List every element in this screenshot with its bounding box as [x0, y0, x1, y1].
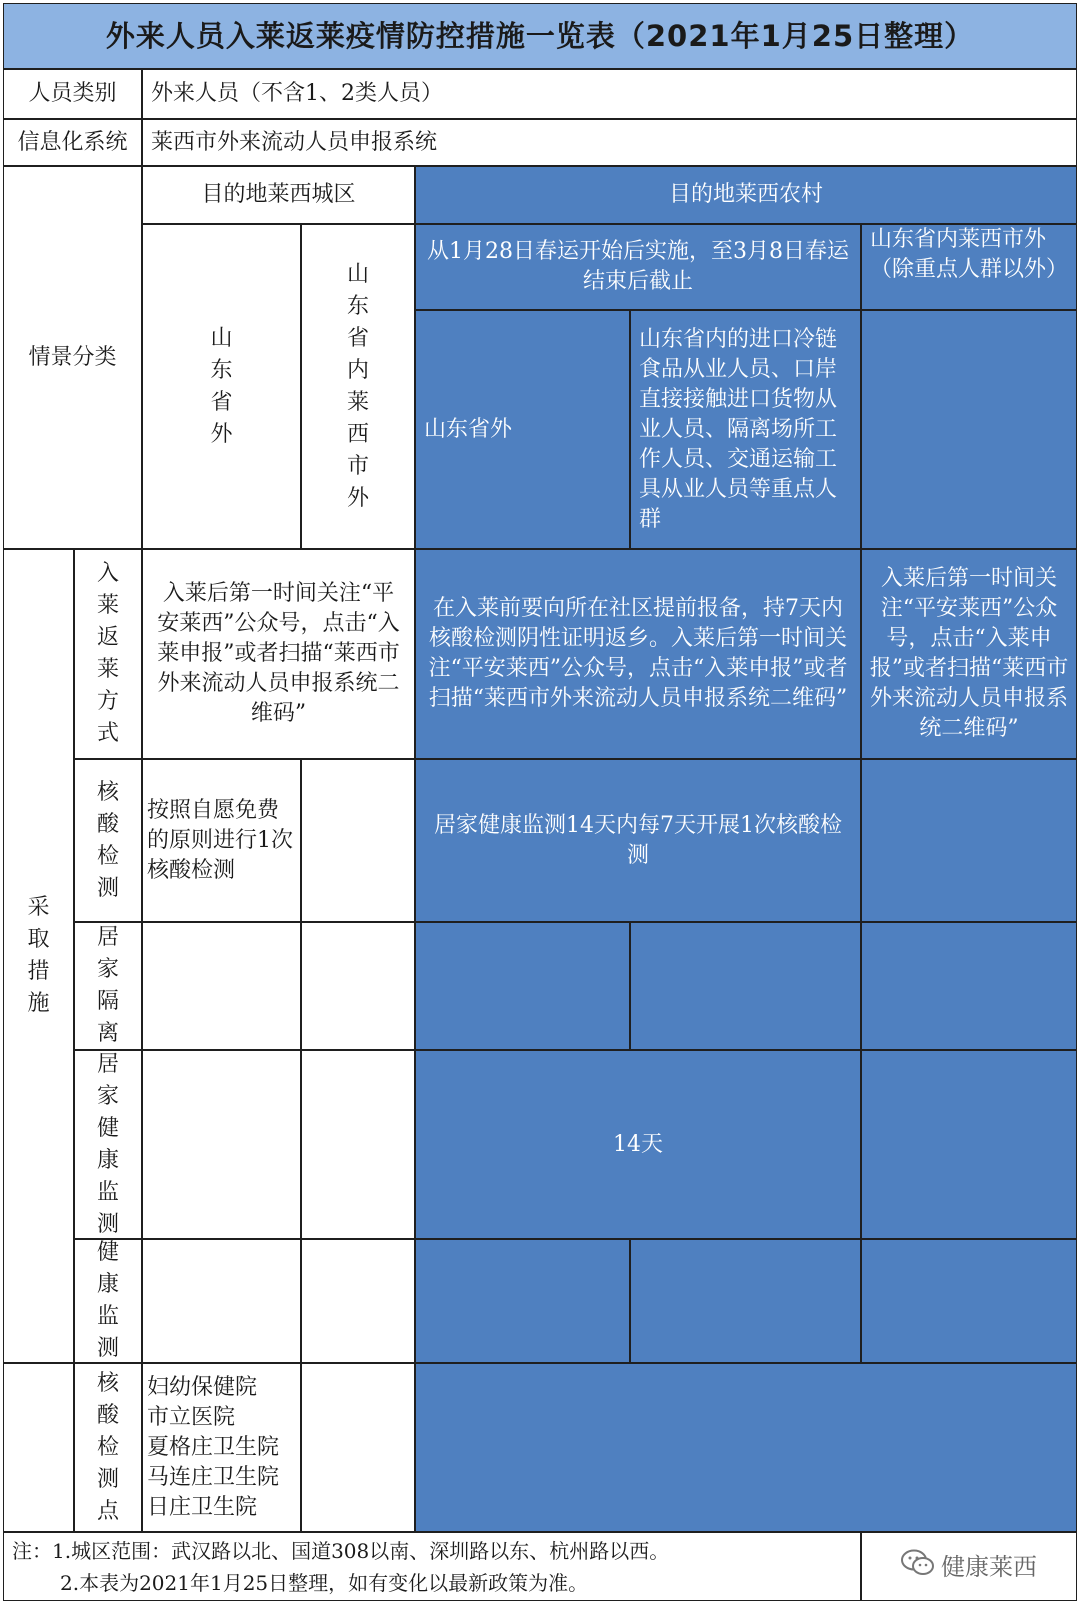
nucleic-city-cell: [142, 759, 301, 922]
scenario-label: 情景分类: [3, 166, 142, 549]
health-monitor-city-inside-cell: [301, 1239, 415, 1363]
wechat-icon: [901, 1549, 941, 1584]
quarantine-rural-in-province-cell: [861, 922, 1077, 1050]
test-sites-rural-cell: [415, 1363, 1077, 1532]
city-inside-text: 山东省内莱西市外: [346, 261, 369, 511]
health-monitor-rural-outside-cell: [415, 1239, 630, 1363]
home-monitor-label: 居家健康监测: [96, 1051, 119, 1237]
entry-label-cell: [74, 549, 142, 759]
health-monitor-label: 健康监测: [96, 1240, 119, 1361]
test-sites-list: 妇幼保健院 市立医院 夏格庄卫生院 马连庄卫生院 日庄卫生院: [147, 1374, 280, 1520]
health-monitor-rural-key-cell: [630, 1239, 861, 1363]
quarantine-label-cell: [74, 922, 142, 1050]
nucleic-city-text: 按照自愿免费的原则进行1次核酸检测: [147, 797, 293, 883]
entry-rural-in-province-text: 入莱后第一时间关注“平安莱西”公众号，点击“入莱申报”或者扫描“莱西市外来流动人员申报系统二维码”: [869, 566, 1069, 741]
city-outside-text: 山东省外: [210, 325, 233, 447]
test-sites-label-cell: [74, 1363, 142, 1532]
quarantine-rural-key-cell: [630, 922, 861, 1050]
health-monitor-label-cell: [74, 1239, 142, 1363]
entry-city-cell: [142, 549, 415, 759]
quarantine-label: 居家隔离: [96, 925, 119, 1046]
test-sites-city-inside-cell: [301, 1363, 415, 1532]
logo-text: 健康莱西: [941, 1552, 1037, 1581]
logo-cell: [861, 1532, 1077, 1601]
notes-cell: [3, 1532, 861, 1601]
entry-label: 入莱返莱方式: [96, 561, 119, 746]
rural-header: 目的地莱西农村: [415, 166, 1077, 224]
quarantine-rural-outside-cell: [415, 922, 630, 1050]
test-sites-label: 核酸检测点: [96, 1370, 119, 1524]
nucleic-rural-text: 居家健康监测14天内每7天开展1次核酸检测: [434, 812, 842, 868]
home-monitor-rural-cell: 14天: [415, 1050, 861, 1239]
info-system-value: 莱西市外来流动人员申报系统: [142, 119, 1077, 166]
measures-label-cell: [3, 549, 74, 1363]
city-inside-cell: [301, 224, 415, 549]
rural-outside-cell: 山东省外: [415, 310, 630, 549]
nucleic-label-cell: [74, 759, 142, 922]
person-category-value: 外来人员（不含1、2类人员）: [142, 69, 1077, 119]
rural-in-province-text: 山东省内莱西市外（除重点人群以外）: [870, 227, 1069, 282]
rural-period-cell: [415, 224, 861, 310]
health-monitor-city-outside-cell: [142, 1239, 301, 1363]
quarantine-city-outside-cell: [142, 922, 301, 1050]
nucleic-rural-cell: [415, 759, 861, 922]
rural-blank-cell: [861, 310, 1077, 549]
home-monitor-city-inside-cell: [301, 1050, 415, 1239]
entry-rural-in-province-cell: [861, 549, 1077, 759]
nucleic-rural-in-province-cell: [861, 759, 1077, 922]
measures-label: 采取措施: [27, 895, 50, 1016]
entry-rural-text: 在入莱前要向所在社区提前报备，持7天内核酸检测阴性证明返乡。入莱后第一时间关注“平安莱西”公众号，点击“入莱申报”或者扫描“莱西市外来流动人员申报系统二维码”: [428, 596, 848, 711]
note-line-1: 注：1.城区范围：武汉路以北、国道308以南、深圳路以东、杭州路以西。: [12, 1538, 670, 1563]
table-title: 外来人员入莱返莱疫情防控措施一览表（2021年1月25日整理）: [3, 3, 1077, 69]
test-sites-blank-cell: [3, 1363, 74, 1532]
test-sites-list-cell: [142, 1363, 301, 1532]
home-monitor-city-outside-cell: [142, 1050, 301, 1239]
rural-key-cell: [630, 310, 861, 549]
home-monitor-label-cell: [74, 1050, 142, 1239]
rural-period-text: 从1月28日春运开始后实施，至3月8日春运结束后截止: [427, 239, 849, 294]
rural-in-province-cell: [861, 224, 1077, 310]
entry-city-text: 入莱后第一时间关注“平安莱西”公众号，点击“入莱申报”或者扫描“莱西市外来流动人员申报系统二维码”: [157, 581, 400, 726]
person-category-label: 人员类别: [3, 69, 142, 119]
entry-rural-cell: [415, 549, 861, 759]
nucleic-city-inside-cell: [301, 759, 415, 922]
nucleic-label: 核酸检测: [96, 779, 119, 901]
quarantine-city-inside-cell: [301, 922, 415, 1050]
city-outside-cell: [142, 224, 301, 549]
home-monitor-rural-in-province-cell: [861, 1050, 1077, 1239]
health-monitor-rural-in-province-cell: [861, 1239, 1077, 1363]
info-system-label: 信息化系统: [3, 119, 142, 166]
note-line-2: 2.本表为2021年1月25日整理，如有变化以最新政策为准。: [60, 1570, 589, 1595]
rural-key-text: 山东省内的进口冷链食品从业人员、口岸直接接触进口货物从业人员、隔离场所工作人员、交通运输工具从业人员等重点人群: [639, 326, 838, 532]
city-header: 目的地莱西城区: [142, 166, 415, 224]
